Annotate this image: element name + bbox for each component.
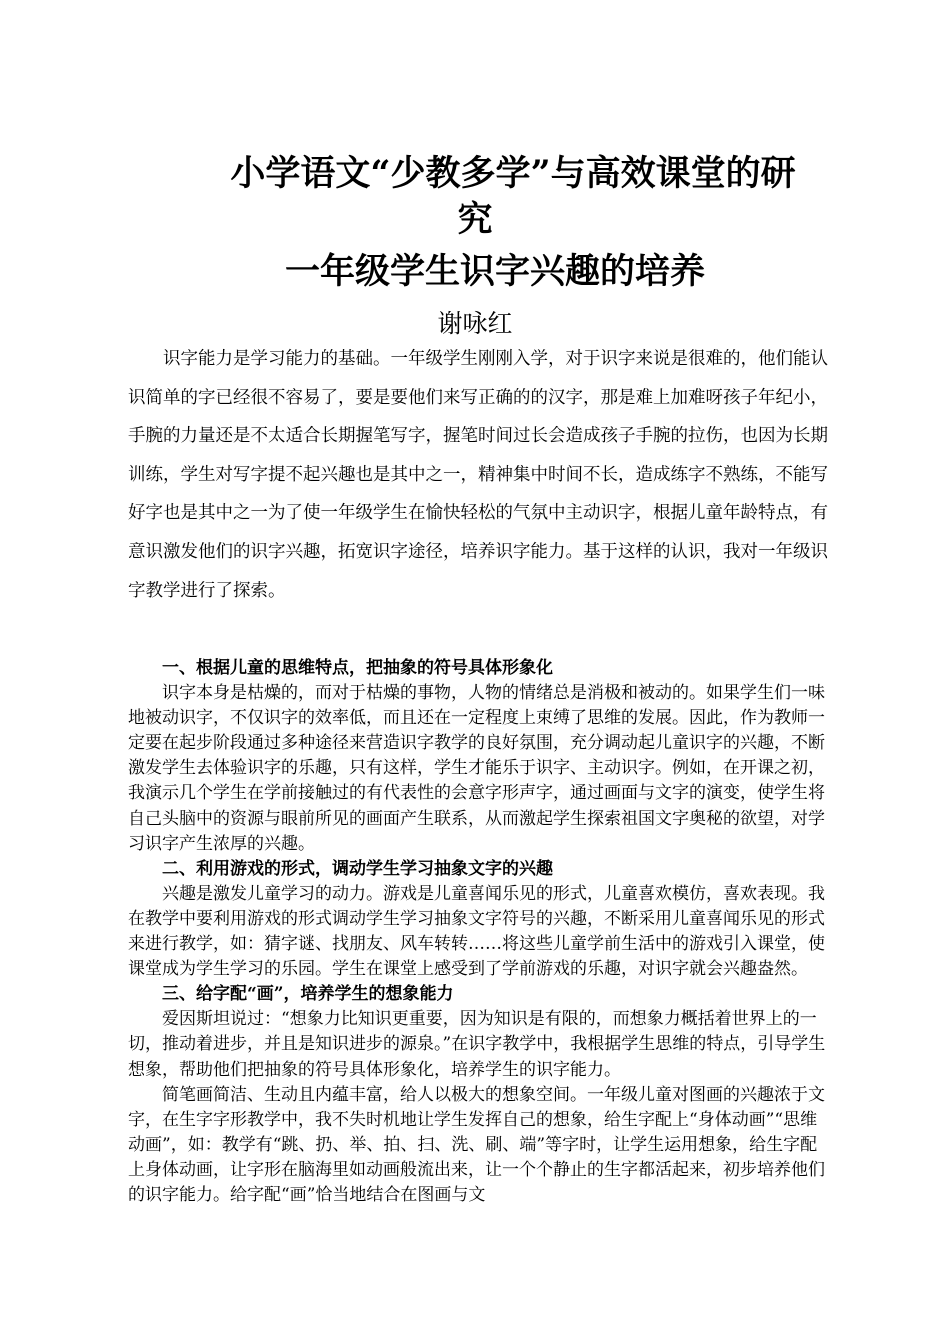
section-heading-2: 二、利用游戏的形式，调动学生学习抽象文字的兴趣 — [162, 858, 553, 879]
body-block — [128, 656, 828, 1208]
section-heading-3: 三、给字配“画”，培养学生的想象能力 — [162, 984, 454, 1005]
title-line-1: 小学语文“少教多学”与高效课堂的研 — [230, 153, 796, 194]
intro-block — [128, 340, 828, 610]
author: 谢咏红 — [437, 309, 513, 338]
section-2-paragraph-1: 兴趣是激发儿童学习的动力。游戏是儿童喜闻乐见的形式，儿童喜欢模仿，喜欢表现。我在教学中要利用游戏的形式调动学生学习抽象文字符号的兴趣，不断采用儿童喜闻乐见的形式来进行教学，如：猜字谜、找朋友、风车转转……将这些儿童学前生活中的游戏引入课堂，使课堂成为学生学习的乐园。学生在课堂上感受到了学前游戏的乐趣，对识字就会兴趣盎然。 — [128, 883, 825, 980]
section-3-paragraph-2: 简笔画简洁、生动且内蕴丰富，给人以极大的想象空间。一年级儿童对图画的兴趣浓于文字，在生字字形教学中，我不失时机地让学生发挥自己的想象，给生字配上“身体动画”“思维动画”，如：教学有“跳、扔、举、拍、扫、洗、刷、端”等字时，让学生运用想象，给生字配上身体动画，让字形在脑海里如动画般流出来，让一个个静止的生字都活起来，初步培养他们的识字能力。给字配“画”恰当地结合在图画与文 — [128, 1084, 825, 1205]
intro-paragraph: 识字能力是学习能力的基础。一年级学生刚刚入学，对于识字来说是很难的，他们能认识简单的字已经很不容易了，要是要他们来写正确的的汉字，那是难上加难呀孩子年纪小，手腕的力量还是不太适合长期握笔写字，握笔时间过长会造成孩子手腕的拉伤，也因为长期训练，学生对写字提不起兴趣也是其中之一，精神集中时间不长，造成练字不熟练，不能写好字也是其中之一为了使一年级学生在愉快轻松的气氛中主动识字，根据儿童年龄特点，有意识激发他们的识字兴趣，拓宽识字途径，培养识字能力。基于这样的认识，我对一年级识字教学进行了探索。 — [128, 349, 828, 601]
section-heading-1: 一、根据儿童的思维特点，把抽象的符号具体形象化 — [162, 658, 553, 678]
title-line-2: 究 — [457, 199, 493, 240]
subtitle: 一年级学生识字兴趣的培养 — [284, 251, 705, 292]
section-1-paragraph-1: 识字本身是枯燥的，而对于枯燥的事物，人物的情绪总是消极和被动的。如果学生们一味地被动识字，不仅识字的效率低，而且还在一定程度上束缚了思维的发展。因此，作为教师一定要在起步阶段通过多种途径来营造识字教学的良好氛围，充分调动起儿童识字的兴趣，不断激发学生去体验识字的乐趣，只有这样，学生才能乐于识字、主动识字。例如，在开课之初，我演示几个学生在学前接触过的有代表性的会意字形声字，通过画面与文字的演变，使学生将自己头脑中的资源与眼前所见的画面产生联系，从而激起学生探索祖国文字奥秘的欲望，对学习识字产生浓厚的兴趣。 — [128, 683, 825, 854]
section-3-paragraph-1: 爱因斯坦说过：“想象力比知识更重要，因为知识是有限的，而想象力概括着世界上的一切，推动着进步，并且是知识进步的源泉。”在识字教学中，我根据学生思维的特点，引导学生想象，帮助他们把抽象的符号具体形象化，培养学生的识字能力。 — [128, 1009, 826, 1080]
